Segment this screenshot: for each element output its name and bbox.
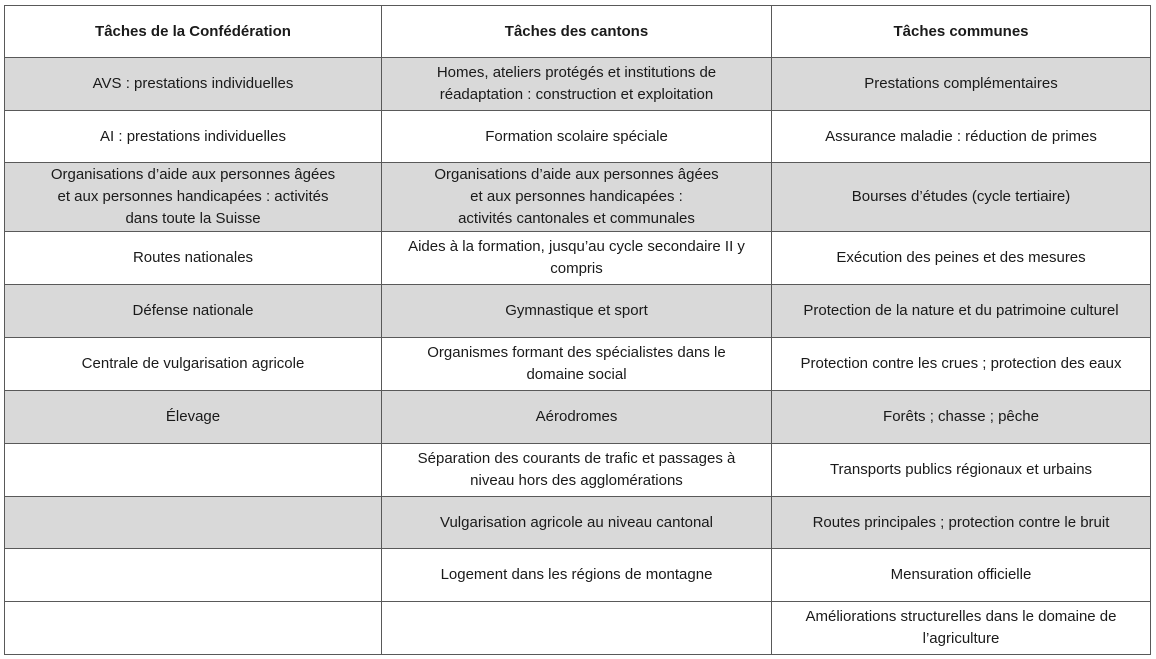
- table-row: [5, 497, 1151, 549]
- table-row: [5, 285, 1151, 338]
- task-table-container: [4, 5, 1151, 655]
- table-row: [5, 391, 1151, 444]
- table-row: [5, 163, 1151, 232]
- cell-cantons: [382, 602, 772, 655]
- cell-common: Protection de la nature et du patrimoine culturel: [772, 285, 1151, 338]
- cell-confederation: [5, 497, 382, 549]
- cell-cantons: Organisations d’aide aux personnes âgées et aux personnes handicapées : activités cantonales et communales: [382, 163, 772, 232]
- cell-confederation: AVS : prestations individuelles: [5, 58, 382, 111]
- cell-confederation: [5, 444, 382, 497]
- cell-cantons: Homes, ateliers protégés et institutions de réadaptation : construction et exploitation: [382, 58, 772, 111]
- cell-cantons: Séparation des courants de trafic et passages à niveau hors des agglomérations: [382, 444, 772, 497]
- table-row: [5, 549, 1151, 602]
- cell-cantons: Aérodromes: [382, 391, 772, 444]
- cell-common: Transports publics régionaux et urbains: [772, 444, 1151, 497]
- cell-common: Mensuration officielle: [772, 549, 1151, 602]
- cell-common: Routes principales ; protection contre le bruit: [772, 497, 1151, 549]
- cell-confederation: Routes nationales: [5, 232, 382, 285]
- cell-common: Forêts ; chasse ; pêche: [772, 391, 1151, 444]
- cell-common: Exécution des peines et des mesures: [772, 232, 1151, 285]
- table-row: [5, 111, 1151, 163]
- cell-confederation: [5, 602, 382, 655]
- cell-confederation: AI : prestations individuelles: [5, 111, 382, 163]
- cell-confederation: Organisations d’aide aux personnes âgées et aux personnes handicapées : activités dans toute la Suisse: [5, 163, 382, 232]
- header-confederation: Tâches de la Confédération: [5, 6, 382, 58]
- cell-confederation: Défense nationale: [5, 285, 382, 338]
- header-common: Tâches communes: [772, 6, 1151, 58]
- table-row: [5, 602, 1151, 655]
- cell-cantons: Formation scolaire spéciale: [382, 111, 772, 163]
- table-row: [5, 232, 1151, 285]
- cell-common: Prestations complémentaires: [772, 58, 1151, 111]
- cell-cantons: Gymnastique et sport: [382, 285, 772, 338]
- table-row: [5, 58, 1151, 111]
- cell-common: Bourses d’études (cycle tertiaire): [772, 163, 1151, 232]
- header-cantons: Tâches des cantons: [382, 6, 772, 58]
- cell-common: Assurance maladie : réduction de primes: [772, 111, 1151, 163]
- cell-confederation: Centrale de vulgarisation agricole: [5, 338, 382, 391]
- cell-confederation: [5, 549, 382, 602]
- cell-common: Protection contre les crues ; protection des eaux: [772, 338, 1151, 391]
- table-header-row: [5, 6, 1151, 58]
- task-distribution-table: [4, 5, 1151, 655]
- table-row: [5, 444, 1151, 497]
- cell-cantons: Organismes formant des spécialistes dans le domaine social: [382, 338, 772, 391]
- cell-common: Améliorations structurelles dans le domaine de l’agriculture: [772, 602, 1151, 655]
- cell-cantons: Vulgarisation agricole au niveau cantonal: [382, 497, 772, 549]
- cell-cantons: Logement dans les régions de montagne: [382, 549, 772, 602]
- cell-cantons: Aides à la formation, jusqu’au cycle secondaire II y compris: [382, 232, 772, 285]
- cell-confederation: Élevage: [5, 391, 382, 444]
- table-row: [5, 338, 1151, 391]
